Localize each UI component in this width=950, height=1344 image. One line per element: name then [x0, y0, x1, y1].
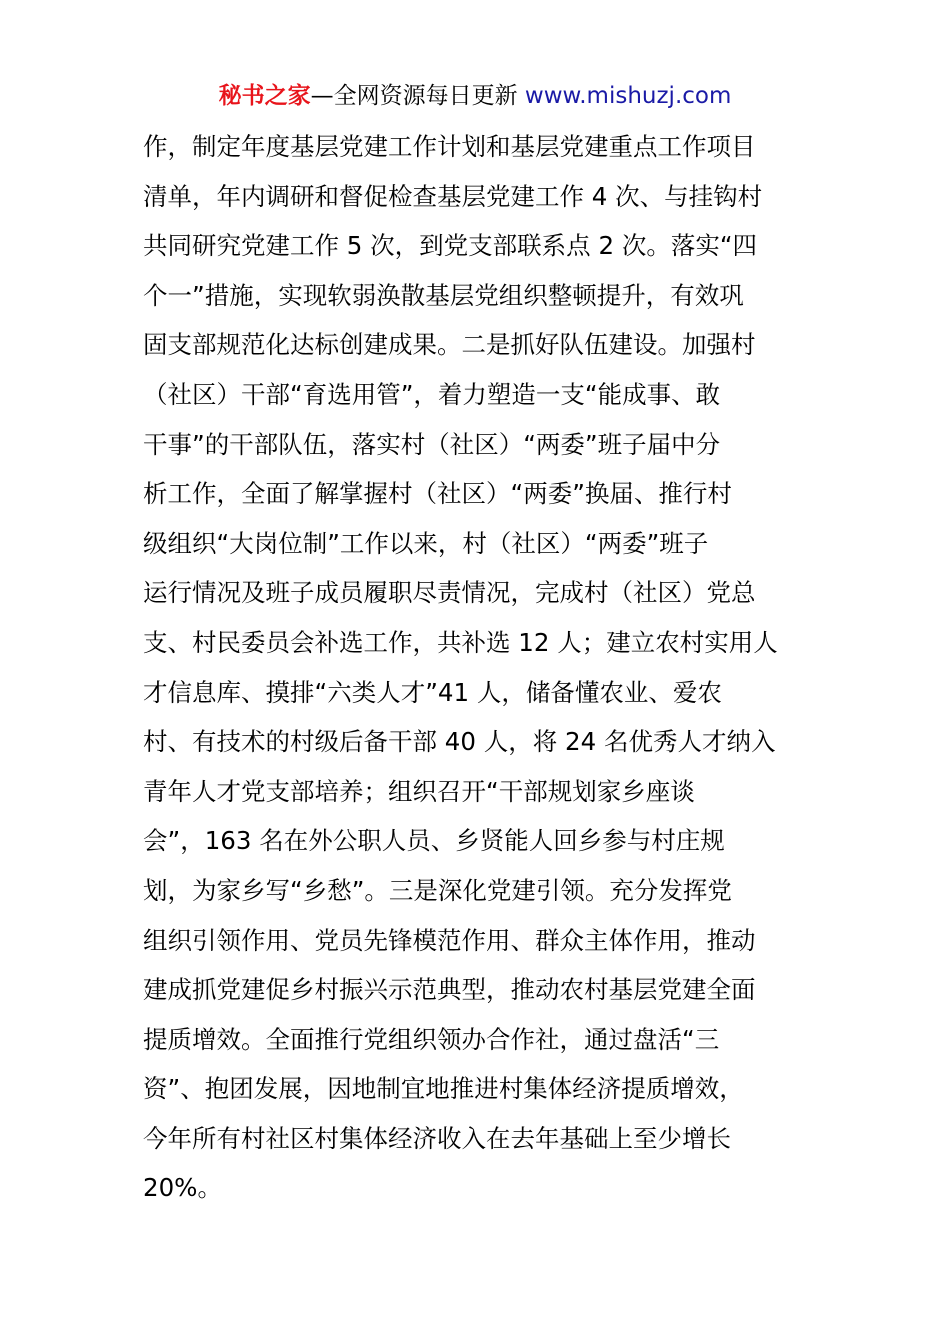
body-line: 建成抓党建促乡村振兴示范典型，推动农村基层党建全面	[143, 975, 756, 1005]
body-line: 作，制定年度基层党建工作计划和基层党建重点工作项目	[143, 132, 756, 161]
body-line: 组织引领作用、党员先锋模范作用、群众主体作用，推动	[143, 925, 756, 955]
body-line: 20%。	[143, 1173, 222, 1203]
body-line: 共同研究党建工作 5 次，到党支部联系点 2 次。落实“四	[143, 231, 758, 261]
site-header	[0, 80, 950, 112]
body-line: 今年所有村社区村集体经济收入在去年基础上至少增长	[143, 1123, 731, 1153]
body-line: 资”、抱团发展，因地制宜地推进村集体经济提质增效，	[143, 1074, 744, 1104]
body-line: 析工作，全面了解掌握村（社区）“两委”换届、推行村	[143, 479, 732, 509]
body-line: 清单，年内调研和督促检查基层党建工作 4 次、与挂钩村	[143, 181, 763, 211]
body-line: 青年人才党支部培养；组织召开“干部规划家乡座谈	[143, 776, 695, 806]
body-line: 运行情况及班子成员履职尽责情况，完成村（社区）党总	[143, 578, 756, 608]
body-line: 固支部规范化达标创建成果。二是抓好队伍建设。加强村	[143, 330, 756, 360]
body-line: 划，为家乡写“乡愁”。三是深化党建引领。充分发挥党	[143, 875, 732, 905]
header-tagline: —全网资源每日更新	[310, 83, 525, 109]
body-line: 支、村民委员会补选工作，共补选 12 人；建立农村实用人	[143, 627, 778, 657]
document-body	[143, 122, 823, 1213]
body-line: 村、有技术的村级后备干部 40 人，将 24 名优秀人才纳入	[143, 727, 776, 757]
body-line: 干事”的干部队伍，落实村（社区）“两委”班子届中分	[143, 429, 721, 459]
body-line: （社区）干部“育选用管”，着力塑造一支“能成事、敢	[143, 379, 721, 409]
body-line: 个一”措施，实现软弱涣散基层党组织整顿提升，有效巩	[143, 280, 744, 310]
body-line: 才信息库、摸排“六类人才”41 人，储备懂农业、爱农	[143, 677, 722, 707]
body-line: 会”，163 名在外公职人员、乡贤能人回乡参与村庄规	[143, 826, 725, 856]
brand-name: 秘书之家	[218, 83, 311, 109]
body-line: 级组织“大岗位制”工作以来，村（社区）“两委”班子	[143, 528, 709, 558]
site-url-link[interactable]: www.mishuzj.com	[524, 83, 732, 109]
body-line: 提质增效。全面推行党组织领办合作社，通过盘活“三	[143, 1024, 720, 1054]
